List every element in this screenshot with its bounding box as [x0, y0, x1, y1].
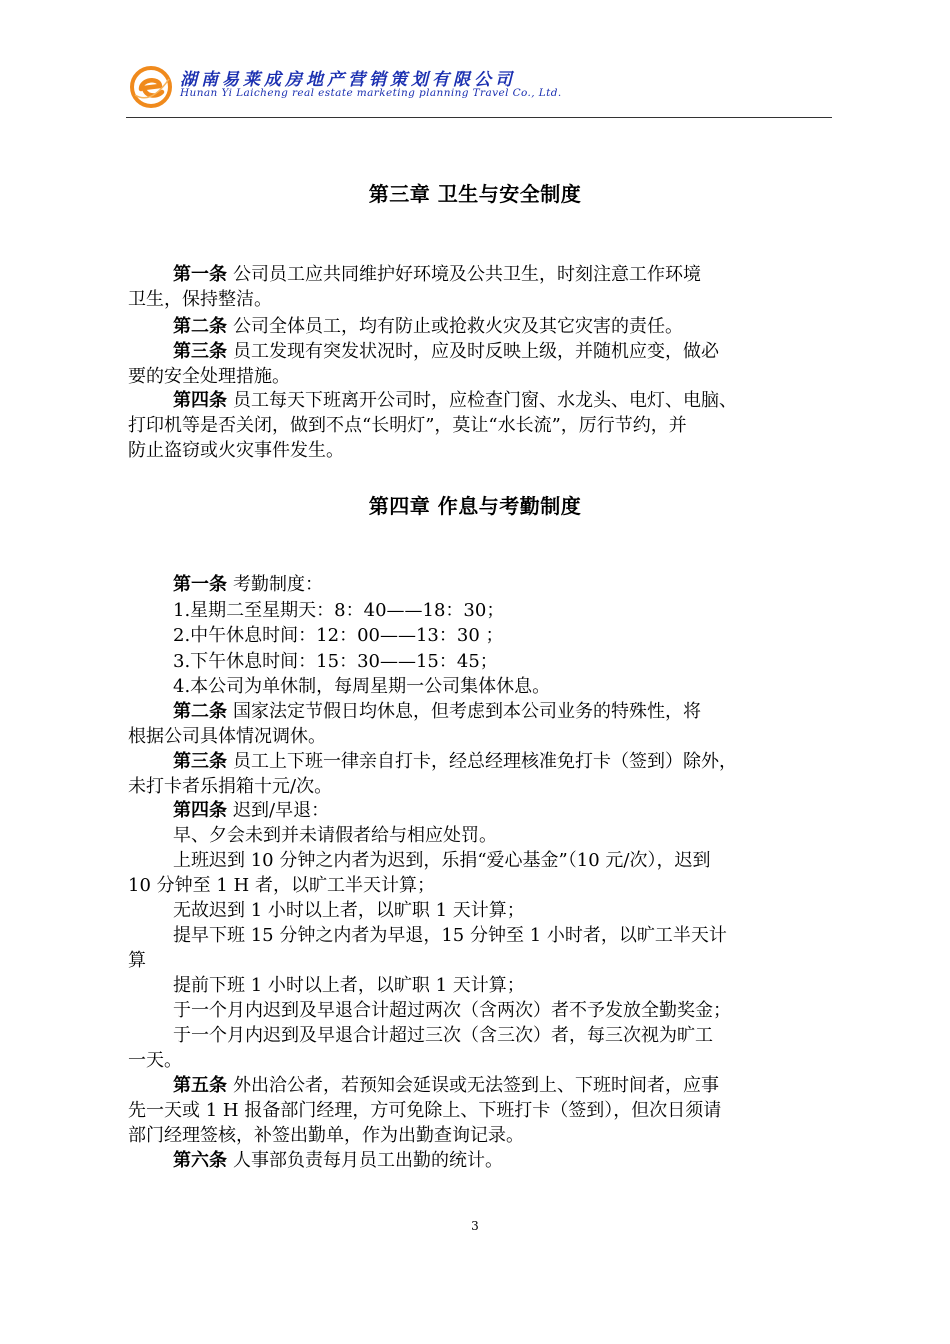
- article-text-line: 未打卡者乐捐箱十元/次。: [128, 776, 333, 797]
- article-label: 第一条: [173, 264, 227, 285]
- article-label: 第四条: [173, 800, 227, 821]
- article-text-line: 要的安全处理措施。: [128, 366, 290, 387]
- ch3-article-3: [173, 340, 719, 364]
- article-text: 国家法定节假日均休息，但考虑到本公司业务的特殊性，将: [233, 701, 701, 722]
- article-text-line: 一天。: [128, 1050, 182, 1071]
- schedule-item: 1.星期二至星期天：8：40——18：30；: [173, 600, 505, 621]
- company-logo-icon: [129, 65, 173, 109]
- article-text: 人事部负责每月员工出勤的统计。: [233, 1150, 503, 1171]
- page-number: 3: [471, 1219, 479, 1233]
- article-text: 公司全体员工，均有防止或抢救火灾及其它灾害的责任。: [233, 316, 683, 337]
- ch4-article-4: [173, 799, 329, 823]
- article-text-line: 于一个月内迟到及早退合计超过两次（含两次）者不予发放全勤奖金；: [173, 1000, 731, 1021]
- article-text-line: 提前下班 1 小时以上者，以旷职 1 天计算；: [173, 975, 525, 996]
- article-label: 第二条: [173, 316, 227, 337]
- ch4-article-2: [173, 700, 701, 724]
- company-name-en: Hunan Yi Laicheng real estate marketing planning Travel Co., Ltd.: [180, 87, 562, 99]
- article-text-line: 防止盗窃或火灾事件发生。: [128, 440, 344, 461]
- article-label: 第五条: [173, 1075, 227, 1096]
- ch4-article-6: [173, 1149, 503, 1173]
- article-text-line: 无故迟到 1 小时以上者，以旷职 1 天计算；: [173, 900, 525, 921]
- ch3-article-4: [173, 389, 737, 413]
- schedule-item: 3.下午休息时间：15：30——15：45；: [173, 651, 498, 672]
- ch4-article-5: [173, 1074, 719, 1098]
- chapter-4-title: 第四章 作息与考勤制度: [368, 494, 582, 518]
- article-text-line: 卫生，保持整洁。: [128, 289, 272, 310]
- company-name-cn: 湖南易莱成房地产营销策划有限公司: [180, 70, 516, 90]
- article-text: 员工每天下班离开公司时，应检查门窗、水龙头、电灯、电脑、: [233, 390, 737, 411]
- article-text-line: 根据公司具体情况调休。: [128, 726, 326, 747]
- ch4-article-3: [173, 750, 737, 774]
- article-text-line: 于一个月内迟到及早退合计超过三次（含三次）者，每三次视为旷工: [173, 1025, 713, 1046]
- ch4-article-1: [173, 573, 323, 597]
- ch3-article-2: [173, 315, 683, 339]
- article-text: 员工发现有突发状况时，应及时反映上级，并随机应变，做必: [233, 341, 719, 362]
- article-text-line: 先一天或 1 H 报备部门经理，方可免除上、下班打卡（签到），但次日须请: [128, 1100, 722, 1121]
- article-text: 外出洽公者，若预知会延误或无法签到上、下班时间者，应事: [233, 1075, 719, 1096]
- article-text-line: 算: [128, 950, 146, 971]
- article-label: 第二条: [173, 701, 227, 722]
- article-label: 第三条: [173, 341, 227, 362]
- article-label: 第四条: [173, 390, 227, 411]
- article-text: 迟到/早退：: [233, 800, 330, 821]
- article-text-line: 上班迟到 10 分钟之内者为迟到，乐捐“爱心基金”（10 元/次），迟到: [173, 850, 711, 871]
- article-text-line: 部门经理签核，补签出勤单，作为出勤查询记录。: [128, 1125, 524, 1146]
- article-text-line: 早、夕会未到并未请假者给与相应处罚。: [173, 825, 497, 846]
- article-text: 员工上下班一律亲自打卡，经总经理核准免打卡（签到）除外，: [233, 751, 737, 772]
- article-label: 第六条: [173, 1150, 227, 1171]
- article-text-line: 打印机等是否关闭，做到不点“长明灯”，莫让“水长流”，厉行节约，并: [128, 415, 687, 436]
- header-divider: [126, 117, 832, 118]
- page-header: [126, 60, 832, 118]
- article-text: 公司员工应共同维护好环境及公共卫生，时刻注意工作环境: [233, 264, 701, 285]
- article-label: 第三条: [173, 751, 227, 772]
- chapter-3-title: 第三章 卫生与安全制度: [368, 182, 582, 206]
- article-text-line: 10 分钟至 1 H 者，以旷工半天计算；: [128, 875, 435, 896]
- article-label: 第一条: [173, 574, 227, 595]
- schedule-item: 2.中午休息时间：12：00——13：30 ；: [173, 625, 504, 646]
- article-text: 考勤制度：: [233, 574, 323, 595]
- schedule-item: 4.本公司为单休制，每周星期一公司集体休息。: [173, 676, 551, 697]
- article-text-line: 提早下班 15 分钟之内者为早退，15 分钟至 1 小时者，以旷工半天计: [173, 925, 727, 946]
- ch3-article-1: [173, 263, 701, 287]
